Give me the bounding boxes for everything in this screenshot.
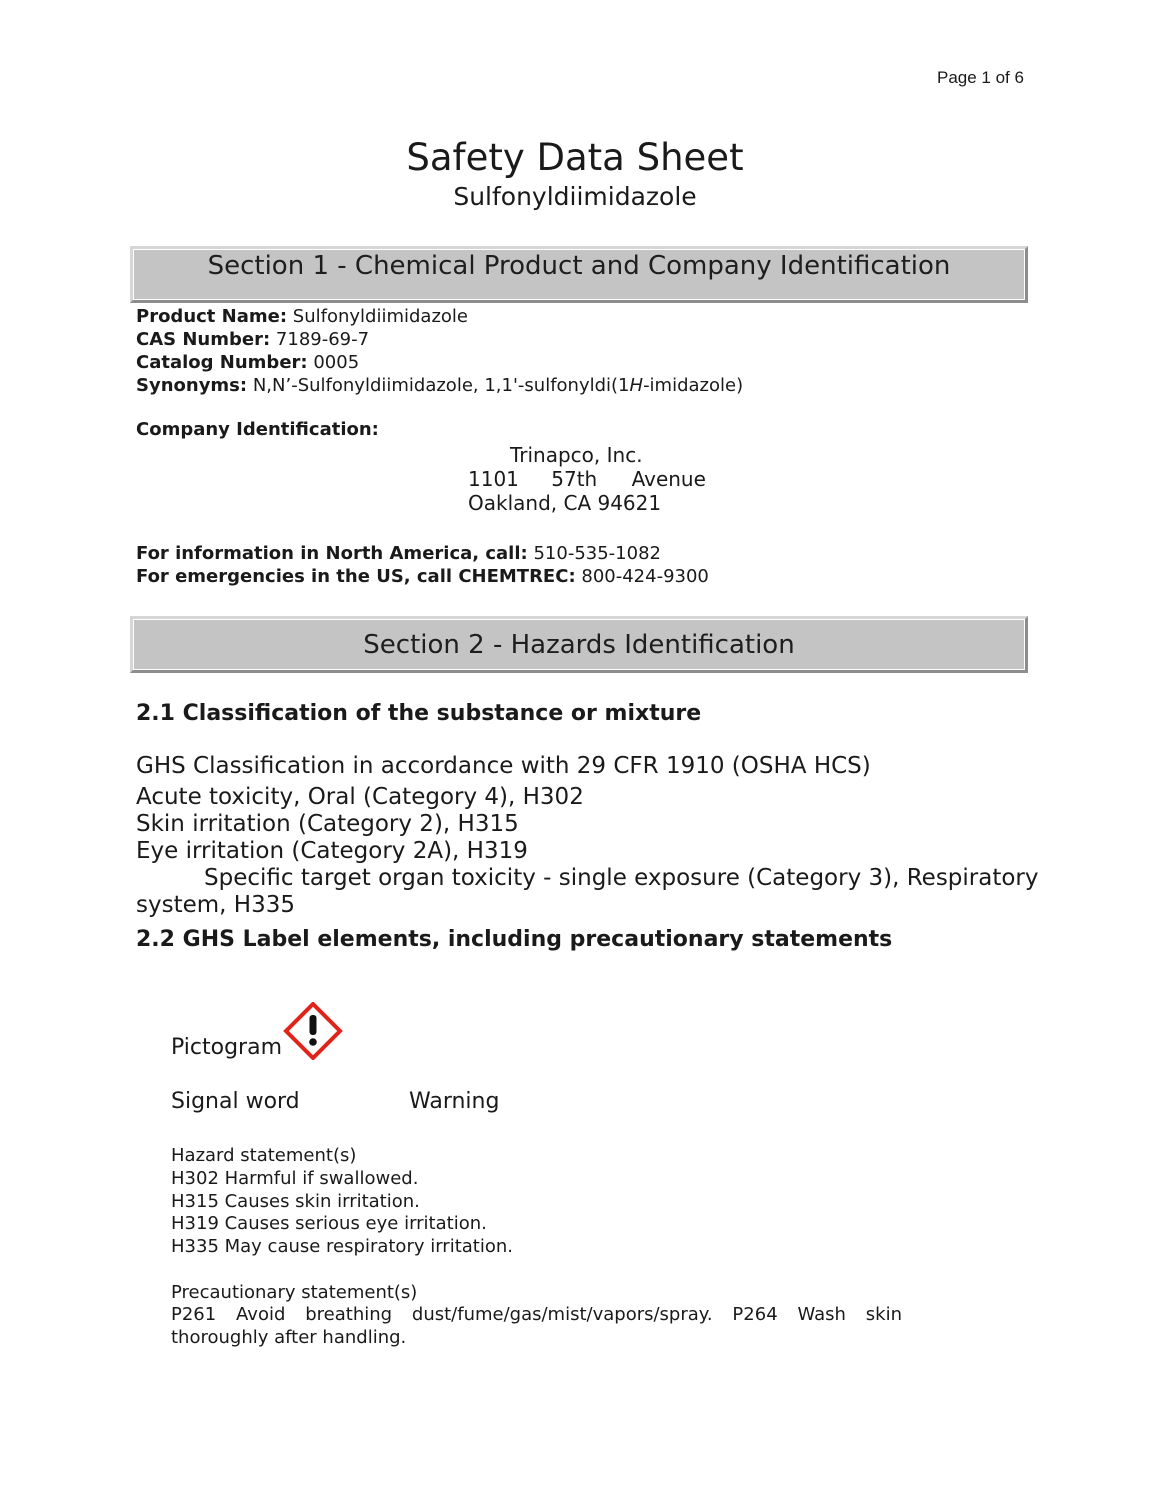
emergency-phone-value: 800-424-9300 — [581, 566, 709, 587]
emergency-phone-row — [136, 566, 709, 587]
page-number: Page 1 of 6 — [937, 68, 1024, 87]
product-name-row — [136, 306, 468, 327]
hazard-statement: H315 Causes skin irritation. — [171, 1191, 420, 1212]
ghs-class-item: Eye irritation (Category 2A), H319 — [136, 838, 528, 864]
catalog-number-value: 0005 — [313, 352, 360, 373]
section-2-heading: Section 2 - Hazards Identification — [130, 616, 1028, 673]
cas-number-value: 7189-69-7 — [275, 329, 370, 350]
hazard-statement: H302 Harmful if swallowed. — [171, 1168, 419, 1189]
address-number: 1101 — [468, 467, 519, 491]
ghs-class-stot-line2: system, H335 — [136, 892, 295, 918]
exclamation-mark-diamond-icon — [283, 1002, 343, 1060]
precautionary-statements-heading: Precautionary statement(s) — [171, 1282, 418, 1303]
synonyms-row — [136, 375, 743, 396]
document-title: Safety Data Sheet — [406, 136, 744, 179]
ghs-classification-intro: GHS Classification in accordance with 29 CFR 1910 (OSHA HCS) — [136, 753, 871, 779]
company-address-street — [468, 467, 706, 491]
info-phone-value: 510-535-1082 — [533, 543, 661, 564]
info-phone-row — [136, 543, 661, 564]
hazard-statement: H335 May cause respiratory irritation. — [171, 1236, 513, 1257]
cas-number-row — [136, 329, 369, 350]
synonyms-value — [253, 375, 743, 396]
section-1-heading: Section 1 - Chemical Product and Company Identification — [130, 246, 1028, 303]
subsection-2-2-heading: 2.2 GHS Label elements, including precautionary statements — [136, 927, 893, 952]
precautionary-statement-line1: P261 Avoid breathing dust/fume/gas/mist/vapors/spray. P264 Wash skin — [171, 1304, 902, 1325]
catalog-number-label: Catalog Number: — [136, 352, 308, 373]
synonyms-text-a: N,N’-Sulfonyldiimidazole, 1,1'-sulfonyldi(1 — [252, 375, 630, 396]
company-address-city: Oakland, CA 94621 — [468, 491, 662, 515]
synonyms-label: Synonyms: — [136, 375, 248, 396]
hazard-statements-heading: Hazard statement(s) — [171, 1145, 357, 1166]
pictogram-label: Pictogram — [171, 1035, 282, 1060]
synonyms-italic: H — [629, 375, 644, 396]
document-subtitle: Sulfonyldiimidazole — [453, 182, 697, 211]
emergency-phone-label: For emergencies in the US, call CHEMTREC: — [136, 566, 576, 587]
company-identification-label — [136, 419, 379, 440]
cas-number-label: CAS Number: — [136, 329, 271, 350]
ghs-class-item: Skin irritation (Category 2), H315 — [136, 811, 519, 837]
company-label-text: Company Identification: — [136, 419, 379, 440]
hazard-statement: H319 Causes serious eye irritation. — [171, 1213, 487, 1234]
address-type: Avenue — [631, 467, 706, 491]
product-name-value: Sulfonyldiimidazole — [292, 306, 468, 327]
product-name-label: Product Name: — [136, 306, 288, 327]
company-name: Trinapco, Inc. — [510, 443, 643, 467]
info-phone-label: For information in North America, call: — [136, 543, 528, 564]
ghs-class-item: Acute toxicity, Oral (Category 4), H302 — [136, 784, 584, 810]
signal-word-value: Warning — [409, 1089, 500, 1114]
subsection-2-1-heading: 2.1 Classification of the substance or mixture — [136, 701, 702, 726]
signal-word-label: Signal word — [171, 1089, 300, 1114]
address-street: 57th — [551, 467, 598, 491]
precautionary-statement-line2: thoroughly after handling. — [171, 1327, 407, 1348]
ghs-class-stot-line1: Specific target organ toxicity - single exposure (Category 3), Respiratory — [204, 865, 1039, 891]
synonyms-text-b: -imidazole) — [643, 375, 744, 396]
catalog-number-row — [136, 352, 359, 373]
